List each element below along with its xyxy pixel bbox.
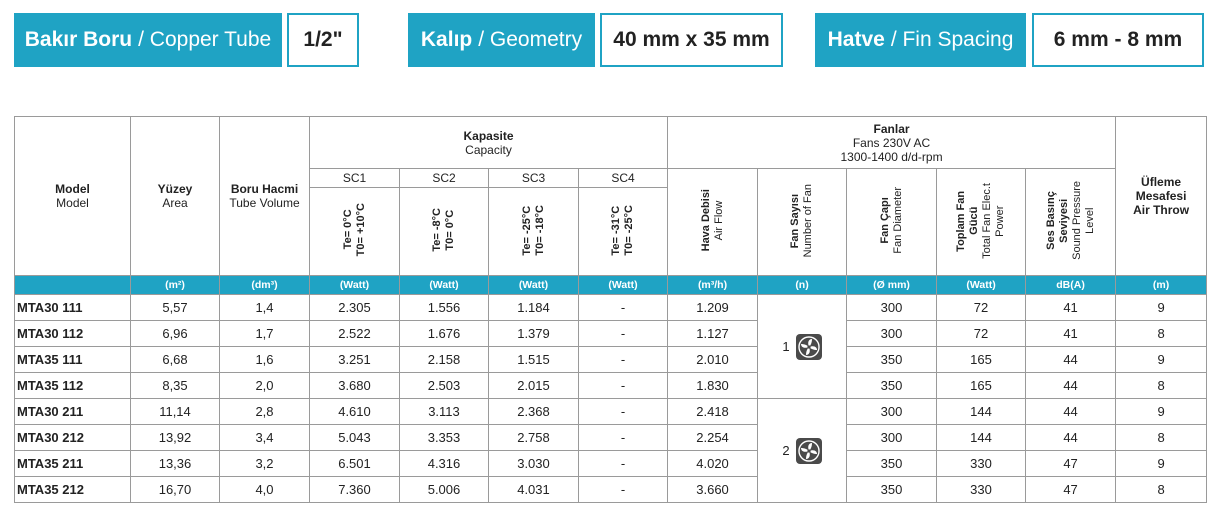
cell-sc1: 3.680: [310, 373, 400, 399]
header-fan-diameter-tr: Fan Çapı: [878, 197, 891, 244]
fan-icon: [796, 334, 822, 360]
cell-model: MTA30 212: [15, 425, 131, 451]
cell-area: 5,57: [131, 295, 220, 321]
units-row: [15, 276, 1207, 295]
header-air-throw-en: Air Throw: [1133, 203, 1190, 217]
header-tube-volume: [220, 117, 310, 276]
spec-label: [408, 13, 595, 67]
unit-cell: (dm³): [220, 276, 310, 295]
cell-sc3: 2.758: [489, 425, 579, 451]
cell-sc3: 1.379: [489, 321, 579, 347]
fan-count-value: 1: [782, 339, 790, 354]
header-fan-diameter: [847, 169, 937, 276]
cell-sc4: -: [579, 399, 668, 425]
spec-label-tr: Bakır Boru: [24, 28, 133, 51]
cell-tube: 1,4: [220, 295, 310, 321]
unit-cell: (Ø mm): [847, 276, 937, 295]
header-sound: [1026, 169, 1116, 276]
cell-flow: 1.127: [668, 321, 758, 347]
cell-throw: 9: [1116, 451, 1207, 477]
cell-area: 16,70: [131, 477, 220, 503]
cell-power: 165: [937, 347, 1026, 373]
cell-tube: 3,2: [220, 451, 310, 477]
cell-power: 144: [937, 425, 1026, 451]
cell-sound: 44: [1026, 373, 1116, 399]
table-row: [15, 399, 1207, 425]
cell-dia: 350: [847, 477, 937, 503]
cell-throw: 9: [1116, 399, 1207, 425]
spec-value: 1/2": [287, 13, 359, 67]
header-sound-en1: Sound Pressure: [1070, 181, 1083, 260]
header-fans-en1: Fans 230V AC: [852, 135, 931, 150]
cell-model: MTA30 112: [15, 321, 131, 347]
header-area-tr: Yüzey: [157, 182, 193, 196]
header-air-throw: [1116, 117, 1207, 276]
unit-cell: (Watt): [489, 276, 579, 295]
header-model-tr: Model: [55, 182, 90, 196]
cell-dia: 300: [847, 425, 937, 451]
header-air-flow-en: Air Flow: [712, 200, 725, 241]
table-row: [15, 451, 1207, 477]
header-sound-tr1: Ses Basınç: [1044, 191, 1057, 250]
cell-tube: 4,0: [220, 477, 310, 503]
cell-flow: 1.209: [668, 295, 758, 321]
cell-flow: 3.660: [668, 477, 758, 503]
spec-geometry: [408, 13, 783, 67]
cell-flow: 2.254: [668, 425, 758, 451]
header-sc4-cond: [579, 188, 668, 276]
header-fan-power-tr2: Gücü: [968, 206, 981, 235]
header-fans: [668, 117, 1116, 169]
spec-value: 6 mm - 8 mm: [1032, 13, 1204, 67]
cell-power: 165: [937, 373, 1026, 399]
header-sc3-cond: [489, 188, 579, 276]
header-air-throw-tr1: Üfleme: [1141, 175, 1182, 189]
cell-throw: 8: [1116, 477, 1207, 503]
header-fans-en2: 1300-1400 d/d-rpm: [840, 149, 943, 164]
cell-model: MTA35 111: [15, 347, 131, 373]
cell-power: 330: [937, 451, 1026, 477]
header-capacity: [310, 117, 668, 169]
header-fans-tr: Fanlar: [873, 121, 910, 136]
cell-dia: 350: [847, 373, 937, 399]
cell-sound: 44: [1026, 399, 1116, 425]
cell-power: 72: [937, 295, 1026, 321]
cell-sc4: -: [579, 347, 668, 373]
cell-model: MTA35 212: [15, 477, 131, 503]
sc2-t0: T0= 0°C: [444, 209, 456, 251]
header-sound-tr2: Seviyesi: [1057, 198, 1070, 243]
cell-sc4: -: [579, 477, 668, 503]
cell-area: 8,35: [131, 373, 220, 399]
unit-cell: (Watt): [937, 276, 1026, 295]
table-row: [15, 321, 1207, 347]
cell-sc1: 7.360: [310, 477, 400, 503]
cell-sc3: 3.030: [489, 451, 579, 477]
header-capacity-tr: Kapasite: [463, 128, 514, 143]
unit-cell: (m³/h): [668, 276, 758, 295]
header-tube-volume-en: Tube Volume: [229, 196, 300, 210]
cell-sc4: -: [579, 373, 668, 399]
spec-label-en: / Fin Spacing: [890, 28, 1014, 51]
cell-sound: 47: [1026, 451, 1116, 477]
cell-area: 13,36: [131, 451, 220, 477]
spec-label-en: / Copper Tube: [138, 28, 272, 51]
unit-model-empty: [15, 276, 131, 295]
cell-sc2: 2.158: [400, 347, 489, 373]
unit-cell: (n): [758, 276, 847, 295]
cell-sc2: 2.503: [400, 373, 489, 399]
sc4-te: Te= -31°C: [610, 205, 623, 255]
cell-sc4: -: [579, 321, 668, 347]
cell-sc4: -: [579, 295, 668, 321]
cell-sc1: 2.522: [310, 321, 400, 347]
cell-sound: 41: [1026, 295, 1116, 321]
cell-tube: 1,6: [220, 347, 310, 373]
cell-tube: 1,7: [220, 321, 310, 347]
cell-model: MTA35 211: [15, 451, 131, 477]
cell-area: 11,14: [131, 399, 220, 425]
cell-flow: 2.418: [668, 399, 758, 425]
cell-sc2: 1.676: [400, 321, 489, 347]
header-area-en: Area: [162, 196, 188, 210]
cell-sc4: -: [579, 451, 668, 477]
cell-sc2: 1.556: [400, 295, 489, 321]
cell-sound: 44: [1026, 347, 1116, 373]
fan-count-value: 2: [782, 443, 790, 458]
cell-dia: 350: [847, 347, 937, 373]
header-fan-count-tr: Fan Sayısı: [789, 193, 802, 248]
cell-sc1: 5.043: [310, 425, 400, 451]
cell-sc1: 2.305: [310, 295, 400, 321]
cell-throw: 9: [1116, 347, 1207, 373]
spec-label: [14, 13, 282, 67]
cell-sc1: 4.610: [310, 399, 400, 425]
header-fan-diameter-en: Fan Diameter: [891, 187, 904, 254]
spec-label-tr: Kalıp: [420, 28, 473, 51]
table-row: [15, 477, 1207, 503]
header-capacity-en: Capacity: [465, 142, 512, 157]
header-area: [131, 117, 220, 276]
cell-sc1: 3.251: [310, 347, 400, 373]
header-fan-count: [758, 169, 847, 276]
product-spec-table: [14, 116, 1207, 503]
cell-dia: 300: [847, 295, 937, 321]
header-model: [15, 117, 131, 276]
unit-cell: (Watt): [579, 276, 668, 295]
cell-dia: 350: [847, 451, 937, 477]
sc2-te: Te= -8°C: [431, 208, 443, 252]
header-sc3: SC3: [489, 169, 579, 188]
cell-tube: 2,8: [220, 399, 310, 425]
cell-model: MTA35 112: [15, 373, 131, 399]
cell-sound: 47: [1026, 477, 1116, 503]
table-body: [15, 295, 1207, 503]
unit-cell: (m²): [131, 276, 220, 295]
header-fan-power-en1: Total Fan Elec.t: [981, 182, 994, 259]
header-fan-power-tr1: Toplam Fan: [955, 190, 968, 251]
unit-cell: (m): [1116, 276, 1207, 295]
cell-dia: 300: [847, 399, 937, 425]
cell-fan-count: [758, 295, 847, 399]
header-fan-count-en: Number of Fan: [802, 183, 815, 258]
cell-sc2: 3.113: [400, 399, 489, 425]
header-fan-power-en2: Power: [994, 204, 1007, 237]
header-air-throw-tr2: Mesafesi: [1135, 189, 1187, 203]
sc1-t0: T0= +10°C: [354, 203, 367, 257]
header-sound-en2: Level: [1083, 207, 1096, 234]
cell-sc3: 1.184: [489, 295, 579, 321]
cell-tube: 2,0: [220, 373, 310, 399]
header-air-flow: [668, 169, 758, 276]
table-row: [15, 373, 1207, 399]
cell-power: 72: [937, 321, 1026, 347]
spec-value: 40 mm x 35 mm: [600, 13, 783, 67]
cell-throw: 8: [1116, 425, 1207, 451]
cell-sound: 44: [1026, 425, 1116, 451]
unit-cell: (Watt): [400, 276, 489, 295]
unit-cell: dB(A): [1026, 276, 1116, 295]
cell-fan-count: [758, 399, 847, 503]
table-row: [15, 425, 1207, 451]
header-air-flow-tr: Hava Debisi: [699, 189, 712, 252]
cell-sc2: 5.006: [400, 477, 489, 503]
cell-flow: 1.830: [668, 373, 758, 399]
cell-area: 6,68: [131, 347, 220, 373]
cell-power: 144: [937, 399, 1026, 425]
spec-label-en: / Geometry: [478, 28, 583, 51]
sc4-t0: T0= -25°C: [623, 204, 636, 256]
spec-label-tr: Hatve: [827, 28, 885, 51]
cell-throw: 9: [1116, 295, 1207, 321]
cell-area: 13,92: [131, 425, 220, 451]
cell-model: MTA30 111: [15, 295, 131, 321]
cell-throw: 8: [1116, 321, 1207, 347]
header-fan-power: [937, 169, 1026, 276]
cell-sc2: 3.353: [400, 425, 489, 451]
cell-power: 330: [937, 477, 1026, 503]
header-sc1: SC1: [310, 169, 400, 188]
spec-copper-tube: [14, 13, 359, 67]
cell-model: MTA30 211: [15, 399, 131, 425]
cell-sound: 41: [1026, 321, 1116, 347]
cell-tube: 3,4: [220, 425, 310, 451]
unit-cell: (Watt): [310, 276, 400, 295]
cell-sc3: 2.015: [489, 373, 579, 399]
spec-label: [815, 13, 1026, 67]
header-sc4: SC4: [579, 169, 668, 188]
fan-icon: [796, 438, 822, 464]
cell-flow: 2.010: [668, 347, 758, 373]
table-row: [15, 347, 1207, 373]
cell-area: 6,96: [131, 321, 220, 347]
header-sc2: SC2: [400, 169, 489, 188]
cell-sc3: 1.515: [489, 347, 579, 373]
sc3-te: Te= -25°C: [520, 205, 533, 255]
sc1-te: Te= 0°C: [341, 210, 354, 250]
header-tube-volume-tr: Boru Hacmi: [230, 182, 299, 196]
cell-sc3: 4.031: [489, 477, 579, 503]
cell-sc4: -: [579, 425, 668, 451]
cell-throw: 8: [1116, 373, 1207, 399]
header-sc1-cond: [310, 188, 400, 276]
cell-sc3: 2.368: [489, 399, 579, 425]
spec-fin-spacing: [815, 13, 1204, 67]
cell-sc2: 4.316: [400, 451, 489, 477]
header-model-en: Model: [56, 196, 89, 210]
sc3-t0: T0= -18°C: [533, 204, 546, 256]
header-sc2-cond: [400, 188, 489, 276]
cell-sc1: 6.501: [310, 451, 400, 477]
cell-dia: 300: [847, 321, 937, 347]
table-row: [15, 295, 1207, 321]
cell-flow: 4.020: [668, 451, 758, 477]
